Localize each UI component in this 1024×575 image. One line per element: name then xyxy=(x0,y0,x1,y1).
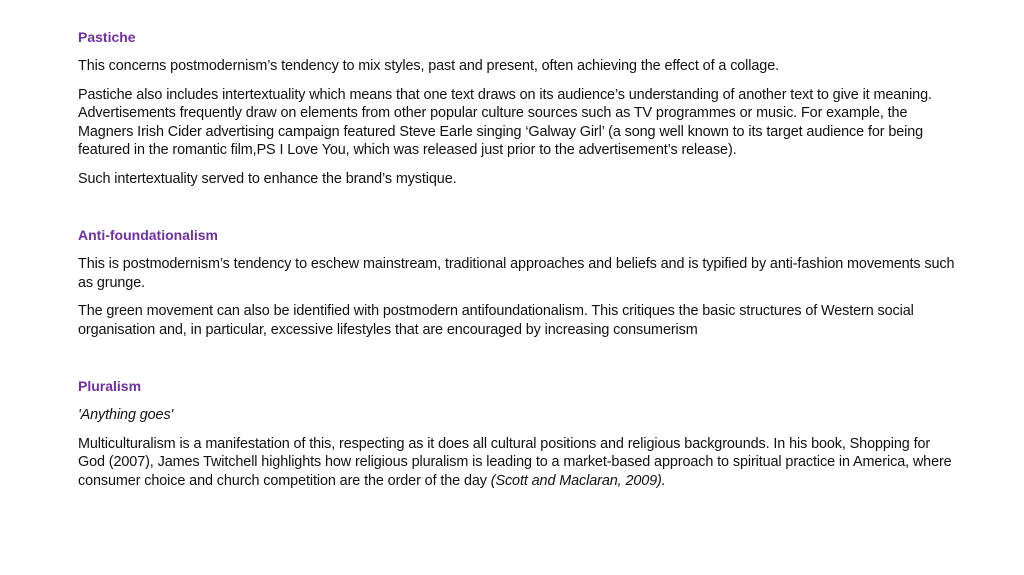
section-pluralism xyxy=(78,377,958,490)
paragraph xyxy=(78,435,958,491)
citation: (Scott and Maclaran, 2009). xyxy=(490,472,666,489)
paragraph: This concerns postmodernism’s tendency to mix styles, past and present, often achieving the effect of a collage. xyxy=(78,58,779,74)
quote: 'Anything goes' xyxy=(78,407,174,423)
paragraph: This is postmodernism’s tendency to eschew mainstream, traditional approaches and beliefs and is typified by anti-fashion movements such as grunge. xyxy=(78,256,955,291)
section-heading: Pastiche xyxy=(78,29,136,45)
section-anti-foundationalism xyxy=(78,226,958,339)
paragraph-main-text: Multiculturalism is a manifestation of this, respecting as it does all cultural positions and religious backgrounds. In his book, Shopping for God (2007), James Twitchell highlights how religious pluralism is leading to a market-based approach to spiritual practice in America, where consumer choice and church competition are the order of the day xyxy=(78,435,952,489)
paragraph: Such intertextuality served to enhance the brand’s mystique. xyxy=(78,170,457,187)
section-pastiche xyxy=(78,28,958,188)
section-spacer xyxy=(78,349,958,377)
section-heading: Pluralism xyxy=(78,378,142,394)
paragraph: Pastiche also includes intertextuality which means that one text draws on its audience’s understanding of another text to give it meaning. Advertisements frequently draw on elements from other popular culture sources such as TV programmes or music. For example, the Magners Irish Cider advertising campaign featured Steve Earle singing ‘Galway Girl’ (a song well known to its target audience for being featured in the romantic film,PS I Love You, which was released just prior to the advertisement’s release). xyxy=(78,86,932,158)
section-spacer xyxy=(78,198,958,226)
paragraph: The green movement can also be identified with postmodern antifoundationalism. This critiques the basic structures of Western social organisation and, in particular, excessive lifestyles that are encouraged by increasing consumerism xyxy=(78,303,914,338)
section-heading: Anti-foundationalism xyxy=(78,227,218,243)
slide-content xyxy=(78,28,958,500)
